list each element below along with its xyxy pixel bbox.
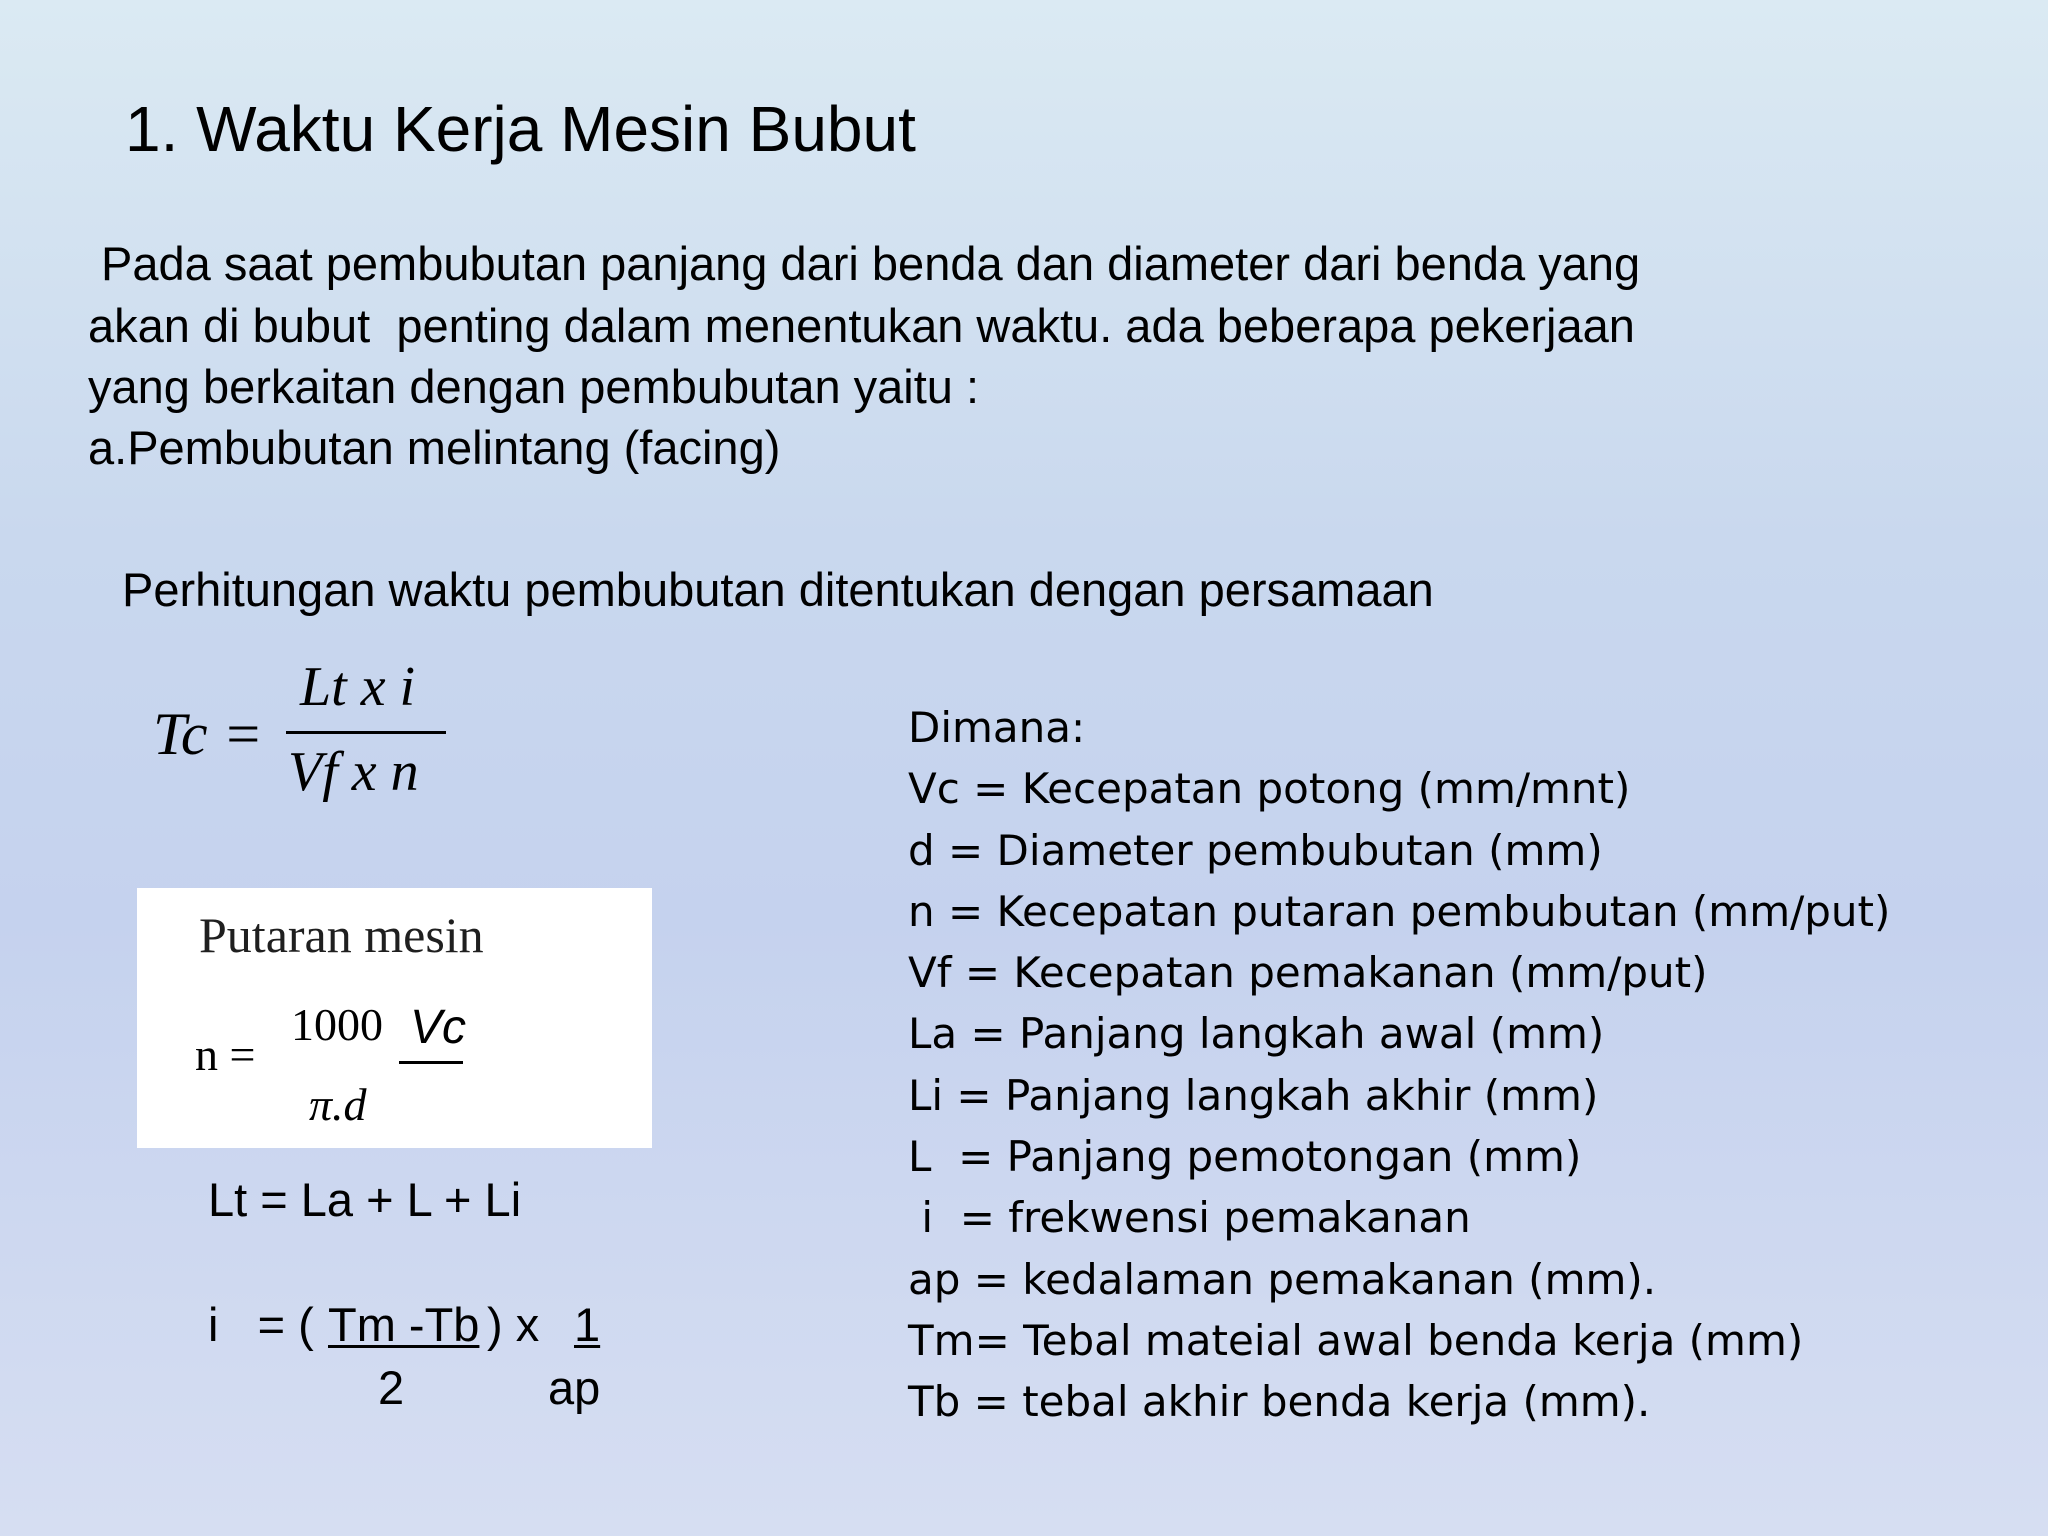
definition-item: i = frekwensi pemakanan	[908, 1193, 1471, 1243]
formula-box-title: Putaran mesin	[199, 907, 484, 963]
formula-tc-lhs: Tc =	[153, 701, 263, 767]
formula-box-numerator-var: Vc	[410, 1001, 467, 1054]
formula-i-one: 1	[574, 1298, 601, 1351]
fraction-bar	[286, 731, 446, 734]
definition-item: d = Diameter pembubutan (mm)	[908, 825, 1603, 875]
definition-item: Vf = Kecepatan pemakanan (mm/put)	[908, 948, 1708, 998]
paragraph-line-1: Pada saat pembubutan panjang dari benda dan diameter dari benda yang	[88, 237, 1641, 290]
paragraph-line-2: akan di bubut penting dalam menentukan waktu. ada beberapa pekerjaan	[88, 299, 1635, 352]
fraction-bar	[399, 1061, 463, 1064]
subheading: Perhitungan waktu pembubutan ditentukan dengan persamaan	[122, 563, 1434, 616]
paragraph-line-3: yang berkaitan dengan pembubutan yaitu :	[88, 360, 980, 413]
formula-i-close: ) x	[487, 1298, 540, 1351]
definition-item: Vc = Kecepatan potong (mm/mnt)	[908, 764, 1631, 814]
formula-lt: Lt = La + L + Li	[208, 1173, 522, 1226]
formula-i-numerator: Tm -Tb	[328, 1298, 480, 1351]
formula-box-numerator: 1000	[291, 999, 383, 1050]
formula-i-two: 2	[378, 1361, 405, 1414]
definition-item: L = Panjang pemotongan (mm)	[908, 1132, 1582, 1182]
definition-item: ap = kedalaman pemakanan (mm).	[908, 1254, 1657, 1304]
definition-item: n = Kecepatan putaran pembubutan (mm/put)	[908, 886, 1891, 936]
formula-box-putaran-mesin	[137, 888, 652, 1148]
formula-tc-denominator: Vf x n	[288, 741, 419, 803]
formula-i-ap: ap	[548, 1361, 601, 1414]
slide-title: 1. Waktu Kerja Mesin Bubut	[125, 93, 916, 165]
formula-box-lhs: n =	[195, 1029, 256, 1080]
formula-box-denominator: π.d	[309, 1079, 367, 1130]
definitions-list	[908, 697, 1890, 1433]
definition-item: Tm= Tebal mateial awal benda kerja (mm)	[908, 1315, 1804, 1365]
formula-tc-numerator: Lt x i	[300, 656, 416, 718]
paragraph-line-4: a.Pembubutan melintang (facing)	[88, 421, 781, 474]
definition-item: Tb = tebal akhir benda kerja (mm).	[908, 1377, 1651, 1427]
definition-item: La = Panjang langkah awal (mm)	[908, 1009, 1605, 1059]
definition-item: Li = Panjang langkah akhir (mm)	[908, 1070, 1599, 1120]
formula-i-lhs: i = (	[208, 1298, 314, 1351]
definitions-heading: Dimana:	[908, 703, 1086, 752]
